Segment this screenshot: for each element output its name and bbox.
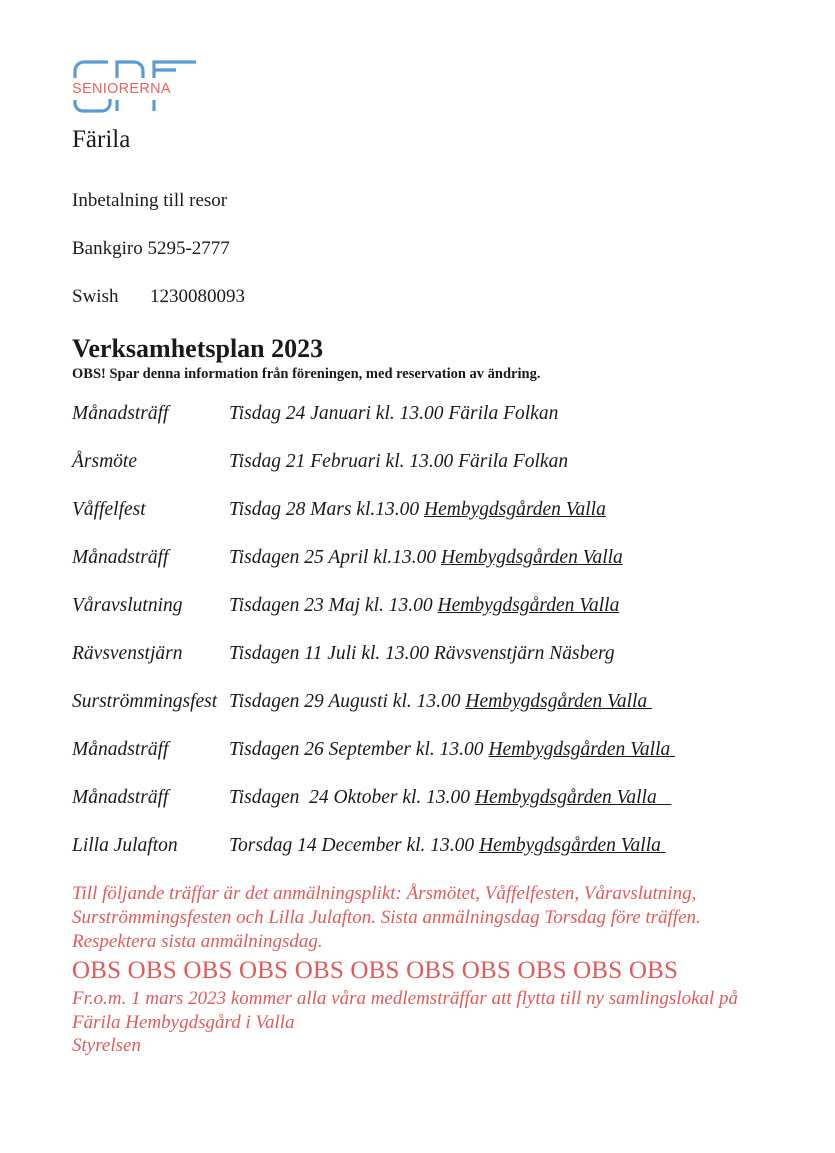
plan-note: OBS! Spar denna information från föreningen, med reservation av ändring. bbox=[72, 366, 541, 382]
event-name: Våffelfest bbox=[72, 499, 146, 520]
event-venue: Färila Folkan bbox=[448, 403, 559, 424]
registration-notice: Till följande träffar är det anmälningsplikt: Årsmötet, Våffelfesten, Våravslutning, Surströmmingsfesten och Lilla Julafton. Sista anmälningsdag Torsdag före träffen. Respektera sista anmälningsdag. bbox=[72, 883, 701, 952]
event-detail bbox=[229, 787, 671, 809]
signature: Styrelsen bbox=[72, 1035, 141, 1056]
event-row bbox=[72, 403, 772, 451]
event-row bbox=[72, 595, 772, 643]
event-detail bbox=[229, 403, 558, 425]
event-name: Rävsvenstjärn bbox=[72, 643, 183, 664]
event-row bbox=[72, 739, 772, 787]
event-time: Tisdagen 29 Augusti kl. 13.00 bbox=[229, 691, 466, 712]
event-detail bbox=[229, 643, 615, 665]
obs-banner: OBS OBS OBS OBS OBS OBS OBS OBS OBS OBS OBS bbox=[72, 957, 679, 984]
event-name: Månadsträff bbox=[72, 403, 169, 424]
payment-title: Inbetalning till resor bbox=[72, 190, 228, 211]
plan-heading: Verksamhetsplan 2023 bbox=[72, 334, 324, 363]
place-name: Färila bbox=[72, 126, 131, 153]
event-row bbox=[72, 691, 772, 739]
event-name: Lilla Julafton bbox=[72, 835, 178, 856]
event-time: Tisdagen 25 April kl.13.00 bbox=[229, 547, 441, 568]
event-time: Tisdagen 26 September kl. 13.00 bbox=[229, 739, 489, 760]
event-detail bbox=[229, 691, 652, 713]
event-time: Tisdagen 11 Juli kl. 13.00 bbox=[229, 643, 434, 664]
event-venue: Hembygdsgården Valla bbox=[441, 547, 623, 568]
event-detail bbox=[229, 451, 568, 473]
event-name: Månadsträff bbox=[72, 787, 169, 808]
event-name: Årsmöte bbox=[72, 451, 137, 472]
relocation-notice: Fr.o.m. 1 mars 2023 kommer alla våra medlemsträffar att flytta till ny samlingslokal på Färila Hembygdsgård i Valla bbox=[72, 988, 739, 1033]
event-name: Månadsträff bbox=[72, 547, 169, 568]
event-row bbox=[72, 451, 772, 499]
event-row bbox=[72, 547, 772, 595]
event-time: Tisdag 24 Januari kl. 13.00 bbox=[229, 403, 449, 424]
swish-label: Swish bbox=[72, 286, 119, 307]
swish-number: 1230080093 bbox=[150, 286, 245, 307]
event-name: Surströmmingsfest bbox=[72, 691, 218, 712]
swish-line bbox=[72, 286, 245, 308]
event-time: Torsdag 14 December kl. 13.00 bbox=[229, 835, 480, 856]
event-venue: Hembygdsgården Valla bbox=[488, 739, 676, 760]
event-time: Tisdag 28 Mars kl.13.00 bbox=[229, 499, 425, 520]
bankgiro-line: Bankgiro 5295-2777 bbox=[72, 238, 230, 259]
event-venue: Färila Folkan bbox=[458, 451, 569, 472]
event-venue: Hembygdsgården Valla bbox=[465, 691, 653, 712]
event-venue: Rävsvenstjärn Näsberg bbox=[433, 643, 615, 664]
logo-wordmark: SENIORERNA bbox=[72, 81, 171, 97]
event-time: Tisdagen 23 Maj kl. 13.00 bbox=[229, 595, 438, 616]
event-row bbox=[72, 787, 772, 835]
event-detail bbox=[229, 595, 619, 617]
event-name: Månadsträff bbox=[72, 739, 169, 760]
spf-seniorerna-logo bbox=[72, 58, 200, 114]
event-venue: Hembygdsgården Valla bbox=[424, 499, 606, 520]
event-detail bbox=[229, 547, 623, 569]
event-venue: Hembygdsgården Valla bbox=[437, 595, 620, 616]
event-row bbox=[72, 643, 772, 691]
event-detail bbox=[229, 835, 666, 857]
event-list bbox=[72, 403, 772, 883]
event-detail bbox=[229, 739, 675, 761]
event-row bbox=[72, 499, 772, 547]
event-venue: Hembygdsgården Valla bbox=[474, 787, 672, 808]
event-detail bbox=[229, 499, 606, 521]
event-time: Tisdag 21 Februari kl. 13.00 bbox=[229, 451, 459, 472]
event-venue: Hembygdsgården Valla bbox=[479, 835, 666, 856]
event-row bbox=[72, 835, 772, 883]
event-name: Våravslutning bbox=[72, 595, 183, 616]
event-time: Tisdagen 24 Oktober kl. 13.00 bbox=[229, 787, 475, 808]
